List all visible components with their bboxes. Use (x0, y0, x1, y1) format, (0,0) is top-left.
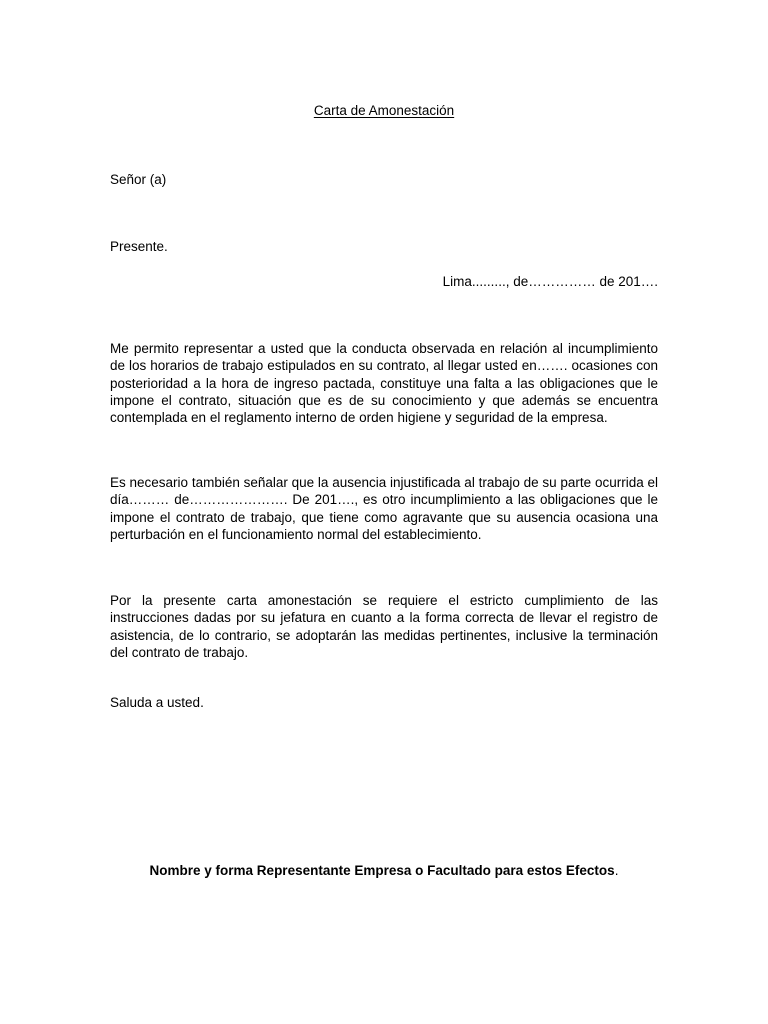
closing-line: Saluda a usted. (110, 695, 204, 710)
signature-line (0, 863, 768, 878)
body-paragraph-2: Es necesario también señalar que la ausencia injustificada al trabajo de su parte ocurrida el día……… de…………………. De 201…., es otro incumplimiento a las obligaciones que le impone el contrato de trabajo, que tiene como agravante que su ausencia ocasiona una perturbación en el funcionamiento normal del establecimiento. (110, 475, 658, 542)
document-title: Carta de Amonestación (313, 103, 455, 118)
body-paragraph-3: Por la presente carta amonestación se requiere el estricto cumplimiento de las instrucciones dadas por su jefatura en cuanto a la forma correcta de llevar el registro de asistencia, de lo contrario, se adoptarán las medidas pertinentes, inclusive la terminación del contrato de trabajo. (110, 593, 658, 660)
signature-text: Nombre y forma Representante Empresa o Facultado para estos Efectos (149, 863, 615, 878)
body-paragraph-1: Me permito representar a usted que la conducta observada en relación al incumplimiento de los horarios de trabajo estipulados en su contrato, al llegar usted en……. ocasiones con posterioridad a la hora de ingreso pactada, constituye una falta a las obligaciones que le impone el contrato, situación que es de su conocimiento y que además se encuentra contemplada en el reglamento interno de orden higiene y seguridad de la empresa. (110, 341, 658, 426)
presente-line: Presente. (110, 239, 168, 254)
signature-period: . (614, 863, 619, 878)
salutation: Señor (a) (110, 172, 167, 187)
date-line: Lima........., de…………… de 201…. (442, 274, 658, 289)
